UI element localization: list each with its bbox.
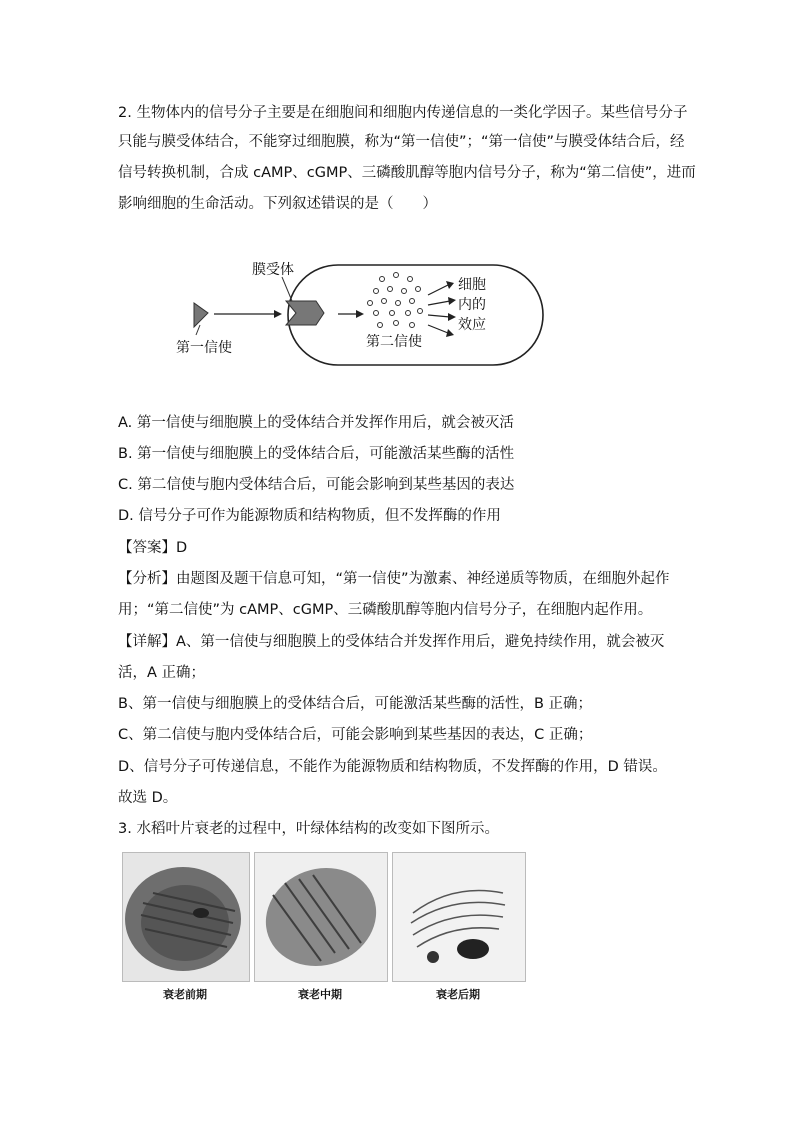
caption-middle: 衰老中期	[298, 988, 342, 1001]
detail-line: B、第一信使与细胞膜上的受体结合后，可能激活某些酶的活性，B 正确；	[118, 696, 593, 712]
caption-late: 衰老后期	[436, 988, 480, 1001]
detail-line: D、信号分子可传递信息，不能作为能源物质和结构物质，不发挥酶的作用，D 错误。	[118, 759, 667, 775]
effect-label-line: 内的	[458, 297, 486, 313]
chloroplast-image-middle	[255, 853, 387, 981]
chloroplast-image-late	[393, 853, 525, 981]
option-b: B. 第一信使与细胞膜上的受体结合后，可能激活某些酶的活性	[118, 446, 515, 462]
effect-label	[458, 275, 486, 335]
q2-stem-line: 信号转换机制，合成 cAMP、cGMP、三磷酸肌醇等胞内信号分子，称为“第二信使”，进而	[118, 165, 696, 181]
signal-diagram-svg	[170, 255, 550, 385]
q3-stem: 3. 水稻叶片衰老的过程中，叶绿体结构的改变如下图所示。	[118, 821, 499, 837]
detail-line: 【详解】A、第一信使与细胞膜上的受体结合并发挥作用后，避免持续作用，就会被灭	[118, 634, 665, 650]
caption-early: 衰老前期	[163, 988, 207, 1001]
analysis-line: 【分析】由题图及题干信息可知，“第一信使”为激素、神经递质等物质，在细胞外起作	[118, 571, 670, 587]
first-messenger-label: 第一信使	[176, 340, 232, 356]
q2-stem-line: 2. 生物体内的信号分子主要是在细胞间和细胞内传递信息的一类化学因子。某些信号分子	[118, 105, 688, 121]
detail-line: 活，A 正确；	[118, 665, 206, 681]
arrowhead	[356, 310, 364, 318]
chloroplast-image-early	[123, 853, 249, 981]
answer: 【答案】D	[118, 540, 188, 556]
second-messenger-dots	[368, 273, 423, 328]
first-messenger-leader	[196, 325, 200, 335]
detail-line: 故选 D。	[118, 790, 178, 806]
signal-diagram	[170, 255, 550, 385]
option-a: A. 第一信使与细胞膜上的受体结合并发挥作用后，就会被灭活	[118, 415, 514, 431]
effect-label-line: 效应	[458, 317, 486, 333]
receptor-shape	[286, 301, 324, 325]
chloroplast-figure	[122, 852, 526, 1002]
receptor-label: 膜受体	[252, 262, 294, 278]
detail-line: C、第二信使与胞内受体结合后，可能会影响到某些基因的表达，C 正确；	[118, 727, 593, 743]
chloroplast-photo-late	[392, 852, 526, 982]
receptor-leader	[282, 277, 292, 301]
chloroplast-photo-early	[122, 852, 250, 982]
q2-stem-line: 影响细胞的生命活动。下列叙述错误的是（ ）	[118, 196, 437, 212]
arrowhead	[274, 310, 282, 318]
analysis-line: 用；“第二信使”为 cAMP、cGMP、三磷酸肌醇等胞内信号分子，在细胞内起作用。	[118, 602, 653, 618]
option-c: C. 第二信使与胞内受体结合后，可能会影响到某些基因的表达	[118, 477, 515, 493]
q2-stem-line: 只能与膜受体结合，不能穿过细胞膜，称为“第一信使”；“第一信使”与膜受体结合后，经	[118, 134, 685, 150]
effect-arrows	[428, 285, 450, 333]
effect-label-line: 细胞	[458, 277, 486, 293]
chloroplast-photo-middle	[254, 852, 388, 982]
first-messenger-shape	[194, 303, 208, 327]
option-d: D. 信号分子可作为能源物质和结构物质，但不发挥酶的作用	[118, 508, 501, 524]
second-messenger-label: 第二信使	[366, 334, 422, 350]
